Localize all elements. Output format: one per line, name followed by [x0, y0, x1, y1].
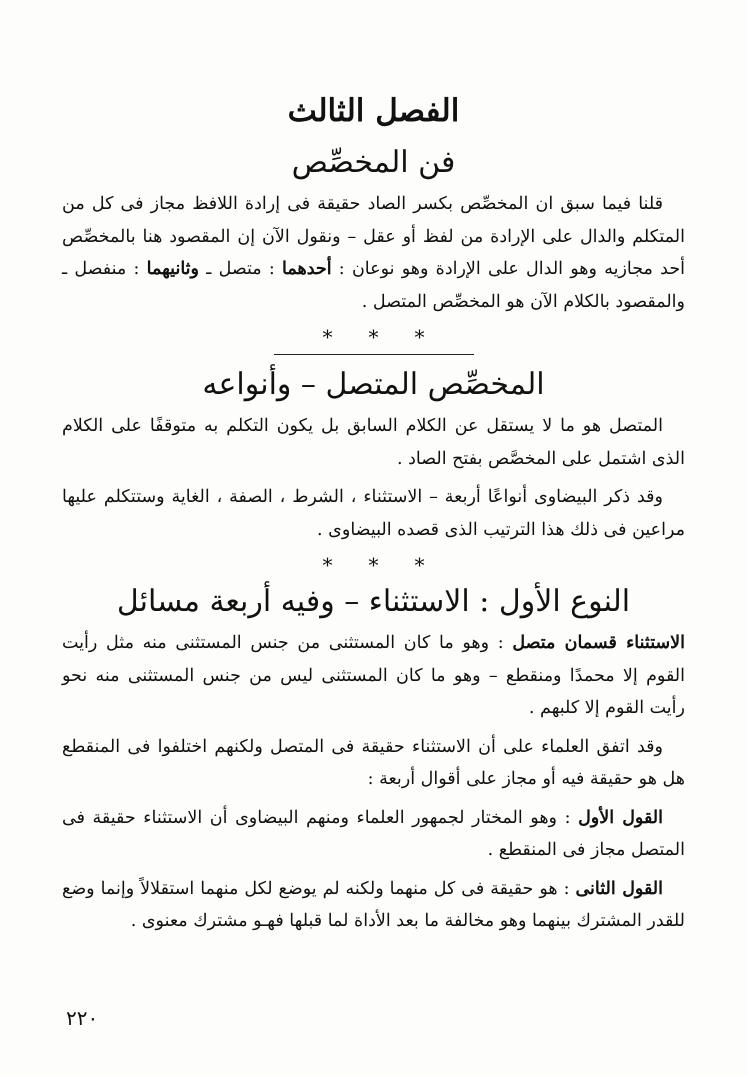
intro-bold-2: وثانيهما: [146, 259, 199, 280]
exception-paragraph: [62, 627, 685, 725]
second-opinion-bold: القول الثانى: [575, 878, 663, 899]
intro-text-1: قلنا فيما سبق ان المخصِّص بكسر الصاد حقيقة فى إرادة اللافظ مجاز فى كل من المتكلم والدال على الإرادة من لفظ أو عقل – ونقول الآن إن المقصود هنا بالمخصِّص أحد مجازيه وهو الدال على الإرادة وهو نوعان :: [62, 194, 686, 280]
main-heading: فن المخصِّص: [291, 145, 456, 181]
star-icon: *: [322, 325, 333, 350]
chapter-title: الفصل الثالث: [287, 93, 460, 129]
exception-text: : وهو ما كان المستثنى من جنس المستثنى منه مثل رأيت القوم إلا محمدًا ومنقطع – وهو ما كان المستثنى ليس من جنس المستثنى منه نحو رأيت القوم إلا كلبهم .: [62, 633, 685, 719]
section-heading: المخصِّص المتصل – وأنواعه: [202, 367, 545, 403]
star-icon: *: [414, 553, 425, 578]
star-icon: *: [322, 553, 333, 578]
page-number: ٢٢٠: [66, 1006, 99, 1030]
connected-definition: المتصل هو ما لا يستقل عن الكلام السابق بل يكون التكلم به متوقفًا على الكلام الذى اشتمل على المخصَّص بفتح الصاد .: [62, 416, 685, 469]
divider-line: [274, 354, 474, 355]
first-opinion-bold: القول الأول: [578, 807, 663, 828]
star-icon: *: [414, 325, 425, 350]
intro-bold-1: أحدهما: [282, 259, 332, 280]
types-paragraph: وقد ذكر البيضاوى أنواعًا أربعة – الاستثناء ، الشرط ، الصفة ، الغاية وستتكلم عليها مراعين فى ذلك هذا الترتيب الذى قصده البيضاوى .: [62, 487, 685, 540]
intro-paragraph: [62, 188, 685, 318]
first-opinion-paragraph: [62, 802, 685, 867]
star-separator: [62, 324, 685, 350]
star-icon: *: [368, 325, 379, 350]
page-body: [62, 90, 685, 944]
star-separator-2: [62, 552, 685, 578]
star-icon: *: [368, 553, 379, 578]
second-opinion-paragraph: [62, 873, 685, 938]
exception-bold: الاستثناء قسمان متصل: [512, 633, 685, 654]
second-opinion-text: : هو حقيقة فى كل منهما ولكنه لم يوضع لكل منهما استقلالاً وإنما وضع للقدر المشترك بينهما وهو مخالفة ما بعد الأداة لما قبلها فهـو مشترك معنوى .: [62, 878, 685, 932]
intro-text-3: : منفصل ـ والمقصود بالكلام الآن هو المخصِّص المتصل .: [62, 259, 685, 312]
type1-heading: النوع الأول : الاستثناء – وفيه أربعة مسائل: [116, 584, 631, 620]
agreement-paragraph: وقد اتفق العلماء على أن الاستثناء حقيقة فى المتصل ولكنهم اختلفوا فى المنقطع هل هو حقيقة فيه أو مجاز على أقوال أربعة :: [62, 736, 685, 790]
intro-text-2: : متصل ـ: [198, 259, 283, 280]
first-opinion-text: : وهو المختار لجمهور العلماء ومنهم البيضاوى أن الاستثناء حقيقة فى المتصل مجاز فى المنقطع .: [62, 807, 685, 861]
